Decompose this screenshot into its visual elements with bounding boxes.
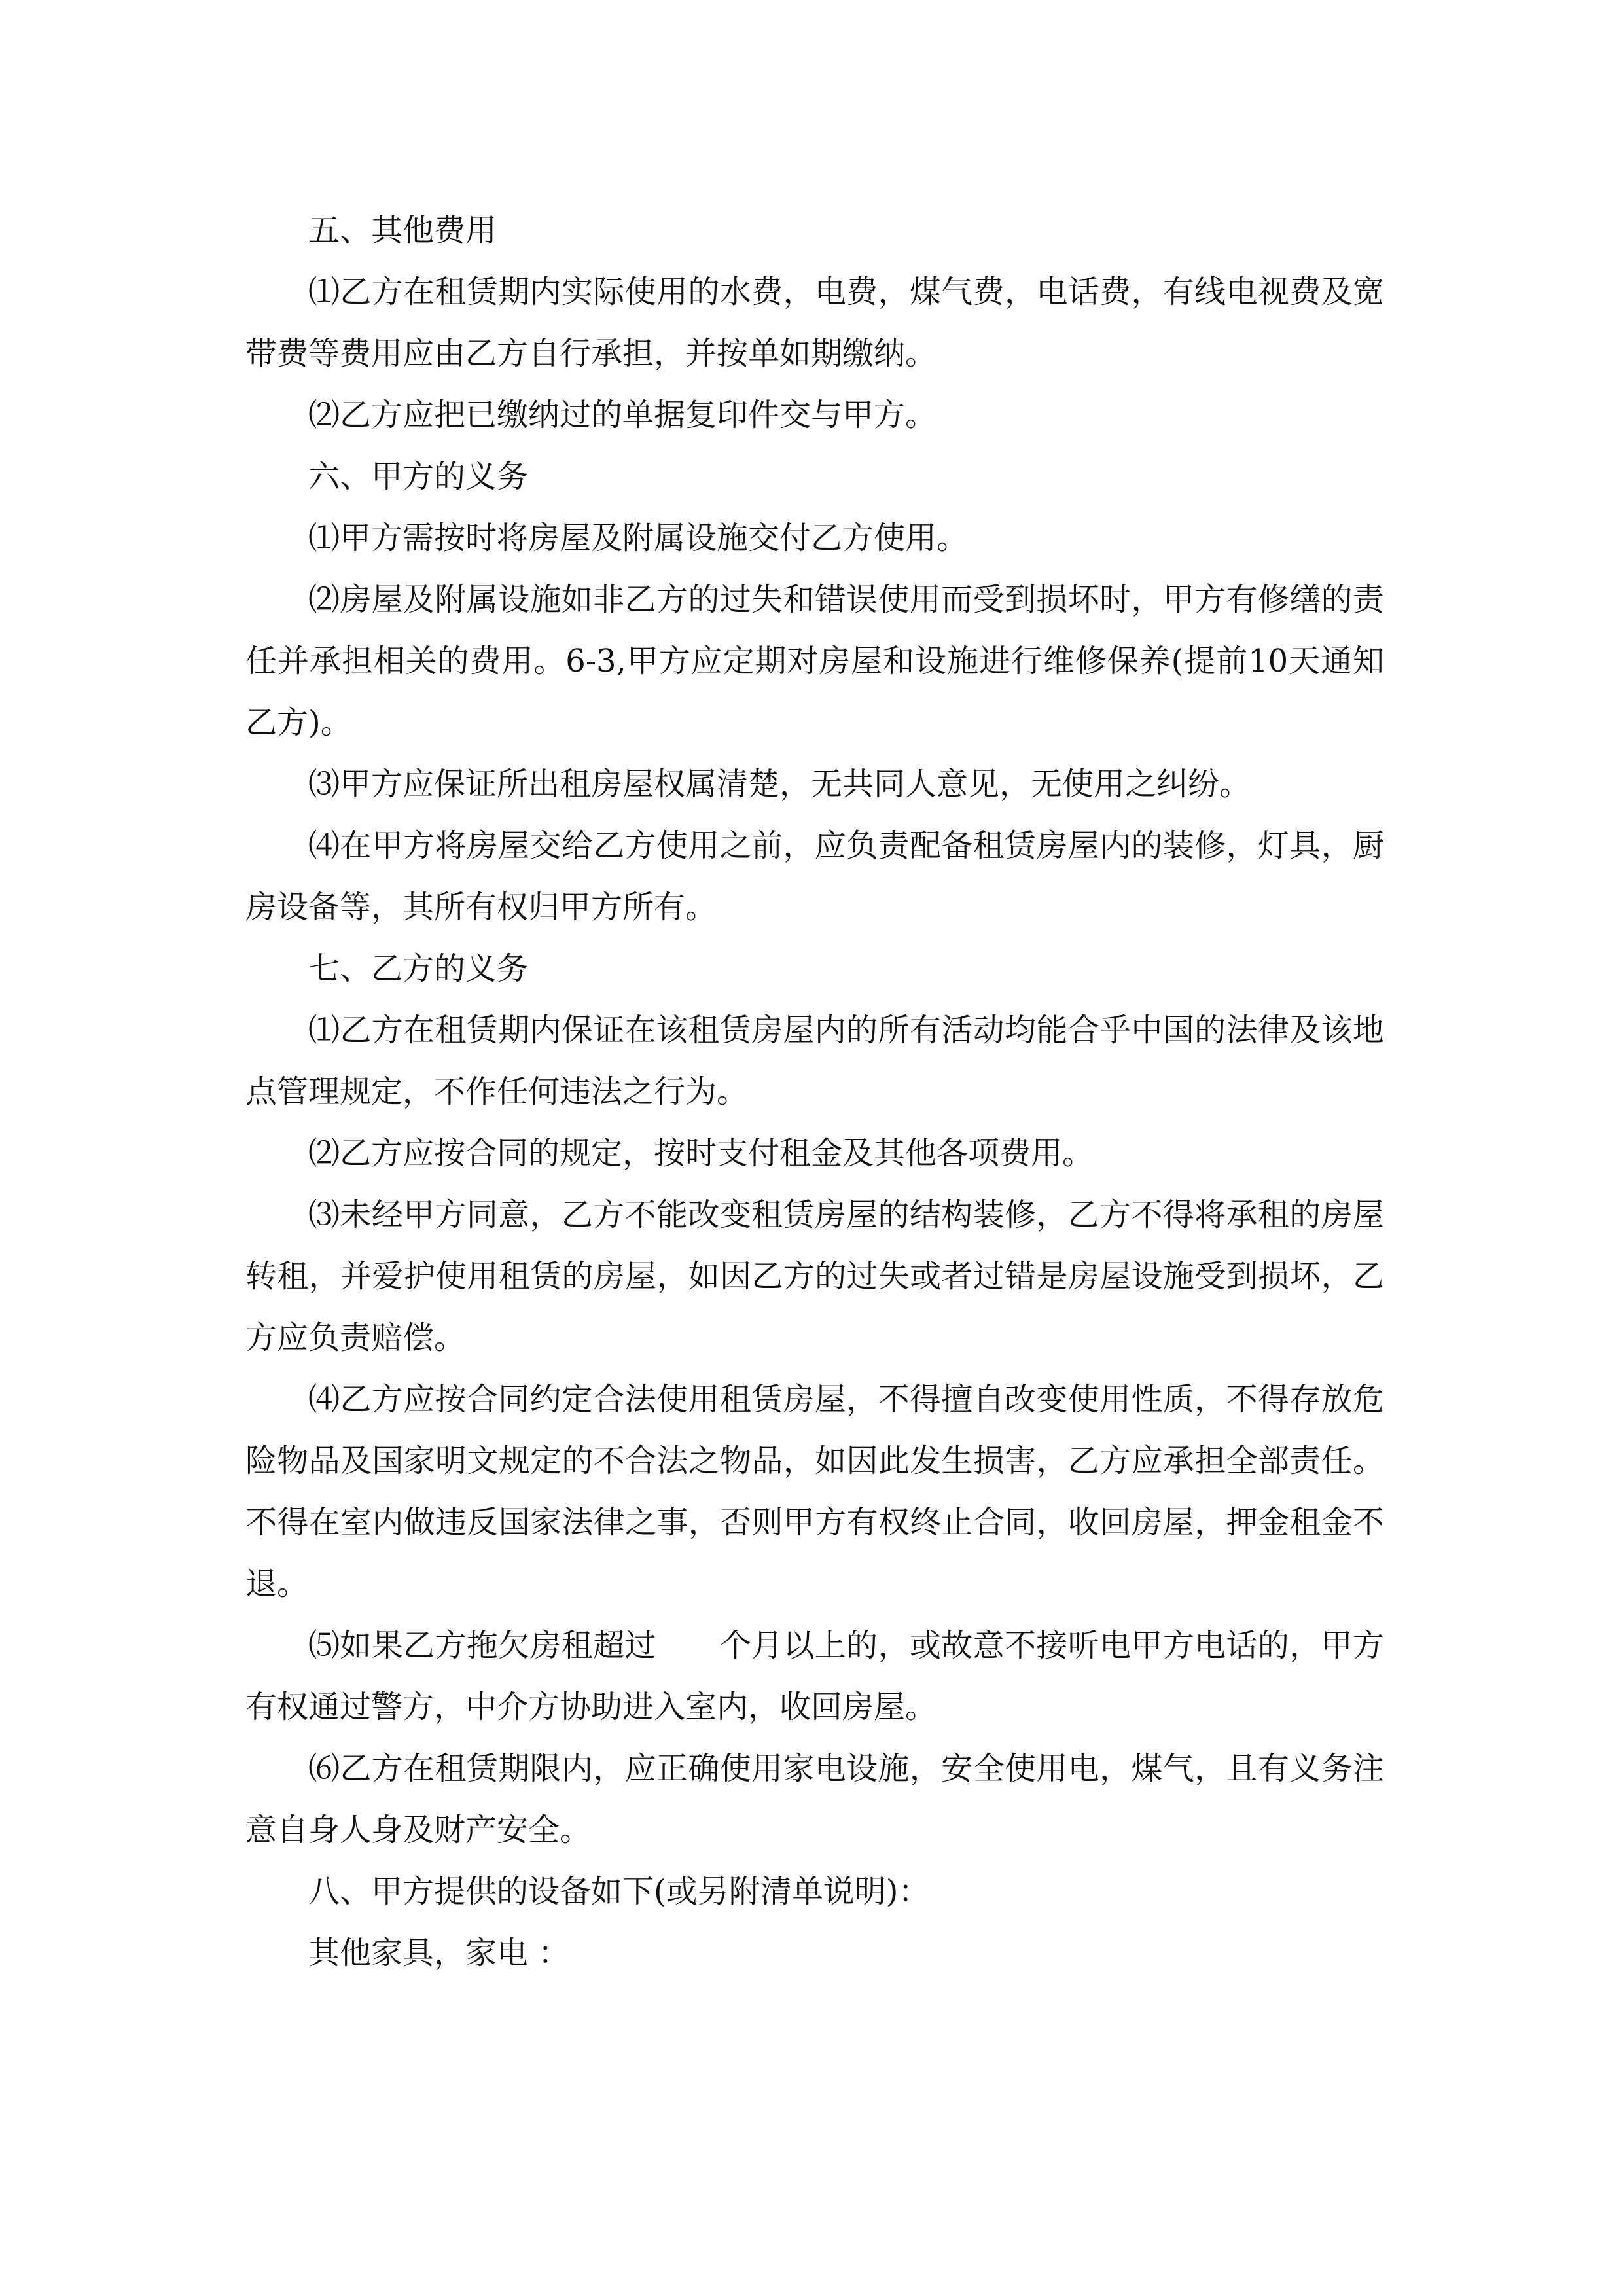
clause-paragraph: ⑸如果乙方拖欠房租超过 个月以上的，或故意不接听电甲方电话的，甲方有权通过警方，中介方协助进入室内，收回房屋。 [245, 1627, 1384, 1725]
clause-paragraph: ⑴乙方在租赁期内保证在该租赁房屋内的所有活动均能合乎中国的法律及该地点管理规定，不作任何违法之行为。 [245, 1012, 1384, 1110]
clause-paragraph: ⑷乙方应按合同约定合法使用租赁房屋，不得擅自改变使用性质，不得存放危险物品及国家明文规定的不合法之物品，如因此发生损害，乙方应承担全部责任。不得在室内做违反国家法律之事，否则甲方有权终止合同，收回房屋，押金租金不退。 [245, 1381, 1384, 1602]
clause-paragraph: ⑴乙方在租赁期内实际使用的水费，电费，煤气费，电话费，有线电视费及宽带费等费用应由乙方自行承担，并按单如期缴纳。 [245, 274, 1384, 372]
document-body [245, 200, 1384, 1984]
clause-paragraph: ⑶甲方应保证所出租房屋权属清楚，无共同人意见，无使用之纠纷。 [308, 766, 1251, 802]
clause-paragraph: ⑵乙方应把已缴纳过的单据复印件交与甲方。 [308, 397, 937, 433]
clause-paragraph: ⑹乙方在租赁期限内，应正确使用家电设施，安全使用电，煤气，且有义务注意自身人身及财产安全。 [245, 1750, 1384, 1848]
clause-paragraph: ⑵乙方应按合同的规定，按时支付租金及其他各项费用。 [308, 1135, 1094, 1172]
clause-paragraph: ⑶未经甲方同意，乙方不能改变租赁房屋的结构装修，乙方不得将承租的房屋转租，并爱护使用租赁的房屋，如因乙方的过失或者过错是房屋设施受到损坏，乙方应负责赔偿。 [245, 1196, 1384, 1356]
clause-paragraph: ⑷在甲方将房屋交给乙方使用之前，应负责配备租赁房屋内的装修，灯具，厨房设备等，其所有权归甲方所有。 [245, 827, 1384, 925]
section-heading-party-a-obligations: 六、甲方的义务 [308, 458, 529, 495]
clause-paragraph: ⑵房屋及附属设施如非乙方的过失和错误使用而受到损坏时，甲方有修缮的责任并承担相关的费用。6-3,甲方应定期对房屋和设施进行维修保养(提前10天通知乙方)。 [245, 581, 1384, 741]
section-heading-party-b-obligations: 七、乙方的义务 [308, 950, 529, 987]
equipment-line: 其他家具，家电 ： [308, 1935, 570, 1971]
section-heading-equipment: 八、甲方提供的设备如下(或另附清单说明)： [308, 1873, 930, 1910]
section-heading-other-fees: 五、其他费用 [308, 212, 497, 249]
clause-paragraph: ⑴甲方需按时将房屋及附属设施交付乙方使用。 [308, 520, 969, 556]
